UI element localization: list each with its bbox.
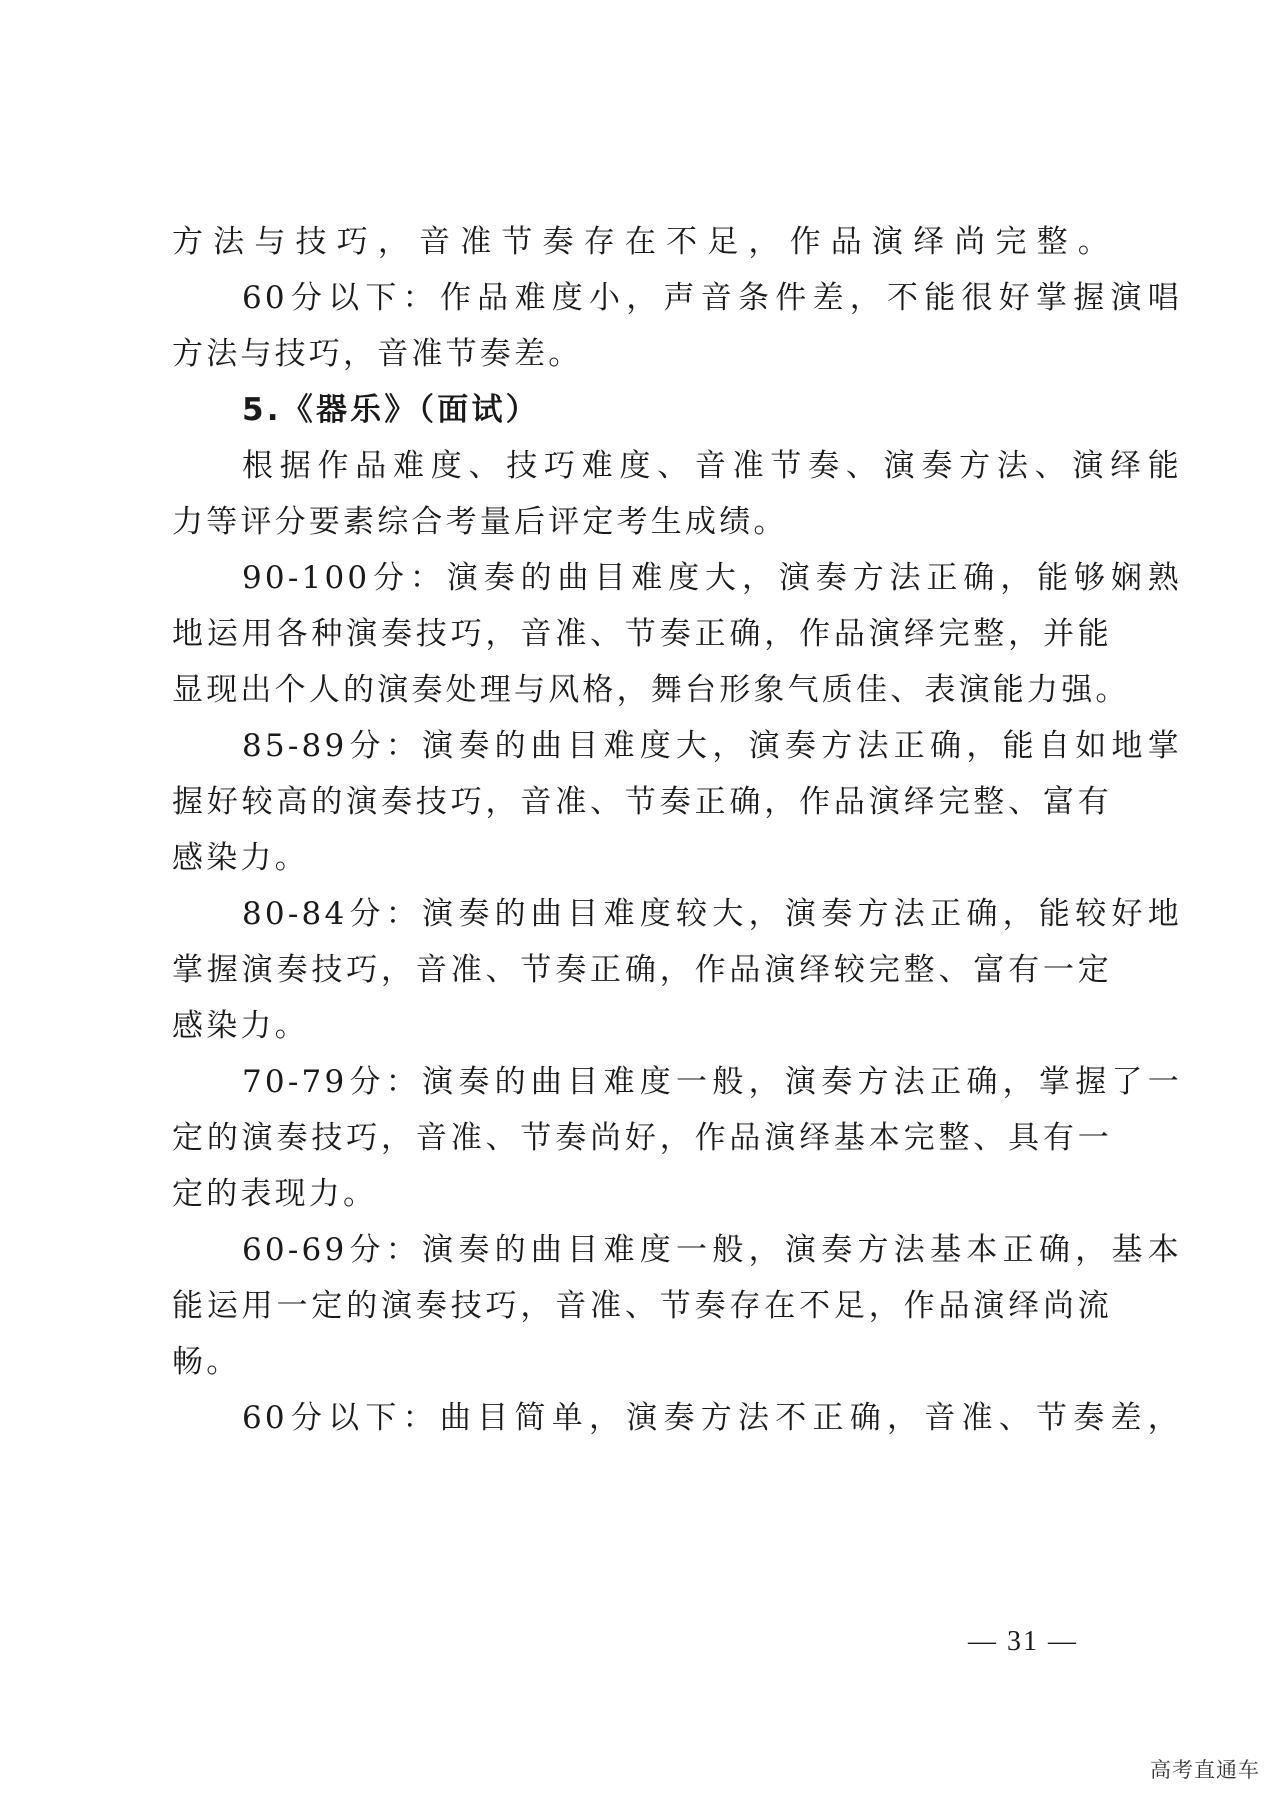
paragraph-line: 70-79分：演奏的曲目难度一般，演奏方法正确，掌握了一 <box>242 1064 1182 1100</box>
paragraph-line: 60分以下：曲目简单，演奏方法不正确，音准、节奏差， <box>242 1400 1182 1436</box>
paragraph-line: 握好较高的演奏技巧，音准、节奏正确，作品演绎完整、富有 <box>172 784 1112 820</box>
paragraph-line: 感染力。 <box>172 840 309 876</box>
paragraph-line: 定的表现力。 <box>172 1176 378 1212</box>
paragraph-line: 能运用一定的演奏技巧，音准、节奏存在不足，作品演绎尚流 <box>172 1288 1112 1324</box>
paragraph-line: 地运用各种演奏技巧，音准、节奏正确，作品演绎完整，并能 <box>172 616 1112 652</box>
paragraph-line: 显现出个人的演奏处理与风格，舞台形象气质佳、表演能力强。 <box>172 672 1130 708</box>
paragraph-line: 定的演奏技巧，音准、节奏尚好，作品演绎基本完整、具有一 <box>172 1120 1112 1156</box>
paragraph-line: 掌握演奏技巧，音准、节奏正确，作品演绎较完整、富有一定 <box>172 952 1112 988</box>
paragraph-line: 60-69分：演奏的曲目难度一般，演奏方法基本正确，基本 <box>242 1232 1182 1268</box>
watermark: 高考直通车 <box>1150 1758 1260 1782</box>
paragraph-line: 力等评分要素综合考量后评定考生成绩。 <box>172 504 788 540</box>
paragraph-line: 畅。 <box>172 1344 241 1380</box>
paragraph-line: 感染力。 <box>172 1008 309 1044</box>
paragraph-line: 60分以下：作品难度小，声音条件差，不能很好掌握演唱 <box>242 280 1182 316</box>
paragraph-line: 方法与技巧，音准节奏差。 <box>172 336 583 372</box>
paragraph-line: 方法与技巧，音准节奏存在不足，作品演绎尚完整。 <box>172 224 1112 260</box>
paragraph-line: 85-89分：演奏的曲目难度大，演奏方法正确，能自如地掌 <box>242 728 1182 764</box>
page-number: — 31 — <box>968 1626 1078 1657</box>
paragraph-line: 90-100分：演奏的曲目难度大，演奏方法正确，能够娴熟 <box>242 560 1182 596</box>
section-heading: 5.《器乐》（面试） <box>242 392 540 428</box>
paragraph-line: 80-84分：演奏的曲目难度较大，演奏方法正确，能较好地 <box>242 896 1182 932</box>
paragraph-line: 根据作品难度、技巧难度、音准节奏、演奏方法、演绎能 <box>242 448 1182 484</box>
